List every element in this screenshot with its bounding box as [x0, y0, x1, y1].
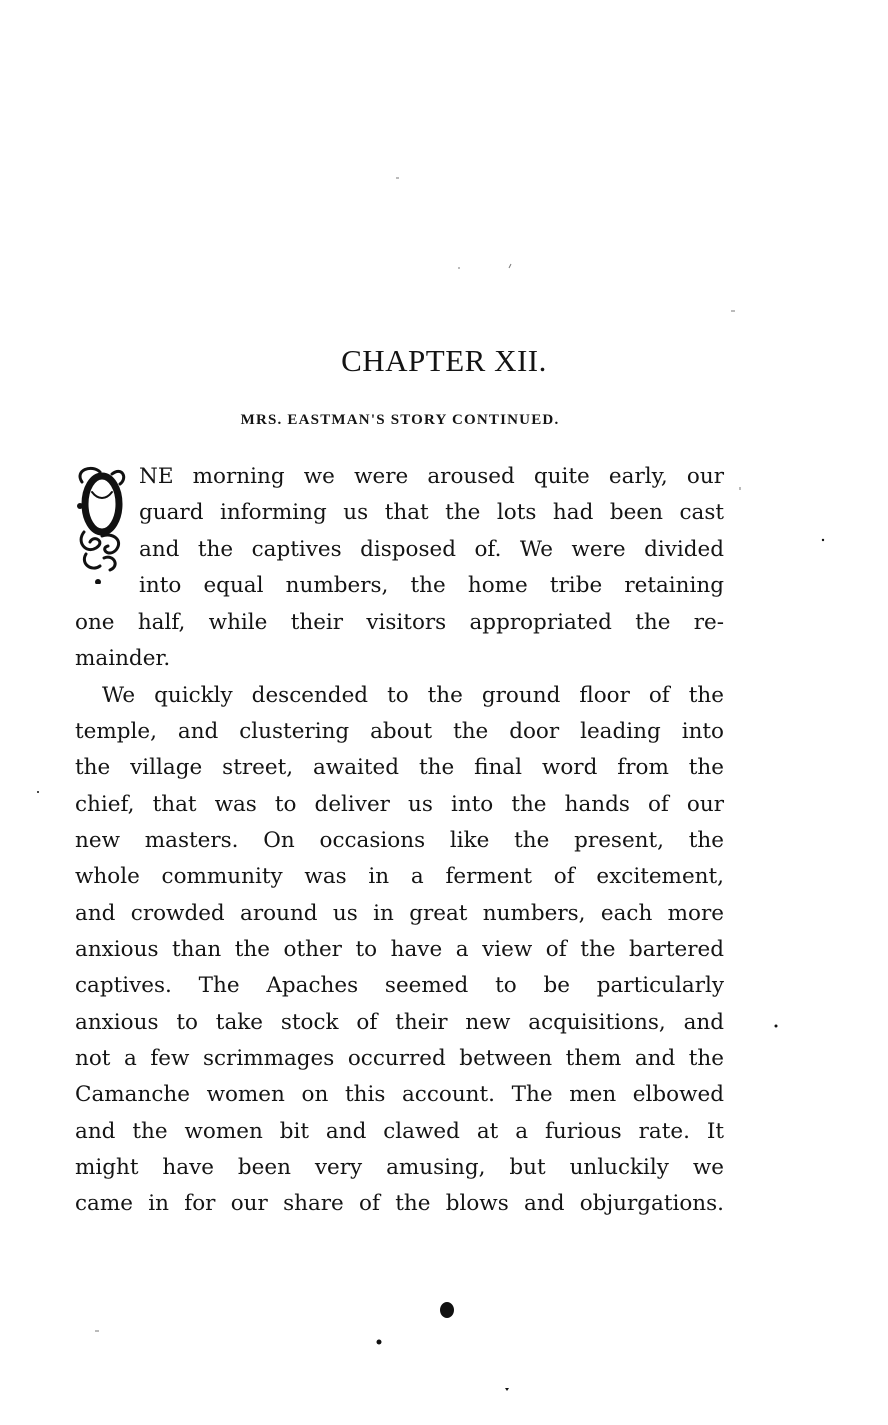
text-line: and the women bit and clawed at a furious rate. It [75, 1119, 724, 1144]
text-line: and the captives disposed of. We were divided [139, 537, 724, 562]
chapter-subtitle: MRS. EASTMAN'S STORY CONTINUED. [240, 412, 560, 428]
text-line: Camanche women on this account. The men elbowed [75, 1082, 724, 1107]
text-line: chief, that was to deliver us into the hands of our [75, 792, 724, 817]
text-line: We quickly descended to the ground floor of the [102, 683, 724, 708]
text-line: whole community was in a ferment of excitement, [75, 864, 724, 889]
text-line: NE morning we were aroused quite early, our [139, 464, 724, 489]
text-line: into equal numbers, the home tribe retaining [139, 573, 724, 598]
text-line: not a few scrimmages occurred between them and the [75, 1046, 724, 1071]
text-line: guard informing us that the lots had been cast [139, 500, 724, 525]
text-line: new masters. On occasions like the present, the [75, 828, 724, 853]
text-line: might have been very amusing, but unluckily we [75, 1155, 724, 1180]
text-line: anxious than the other to have a view of the bartered [75, 937, 724, 962]
text-line: and crowded around us in great numbers, each more [75, 901, 724, 926]
chapter-title: CHAPTER XII. [341, 343, 547, 378]
text-line: one half, while their visitors appropriated the re- [75, 610, 724, 635]
text-line: captives. The Apaches seemed to be particularly [75, 973, 724, 998]
text-line: temple, and clustering about the door leading into [75, 719, 724, 744]
text-line: came in for our share of the blows and objurgations. [75, 1191, 724, 1216]
text-line: mainder. [75, 646, 171, 671]
text-line: the village street, awaited the final word from the [75, 755, 724, 780]
text-line: anxious to take stock of their new acquisitions, and [75, 1010, 724, 1035]
